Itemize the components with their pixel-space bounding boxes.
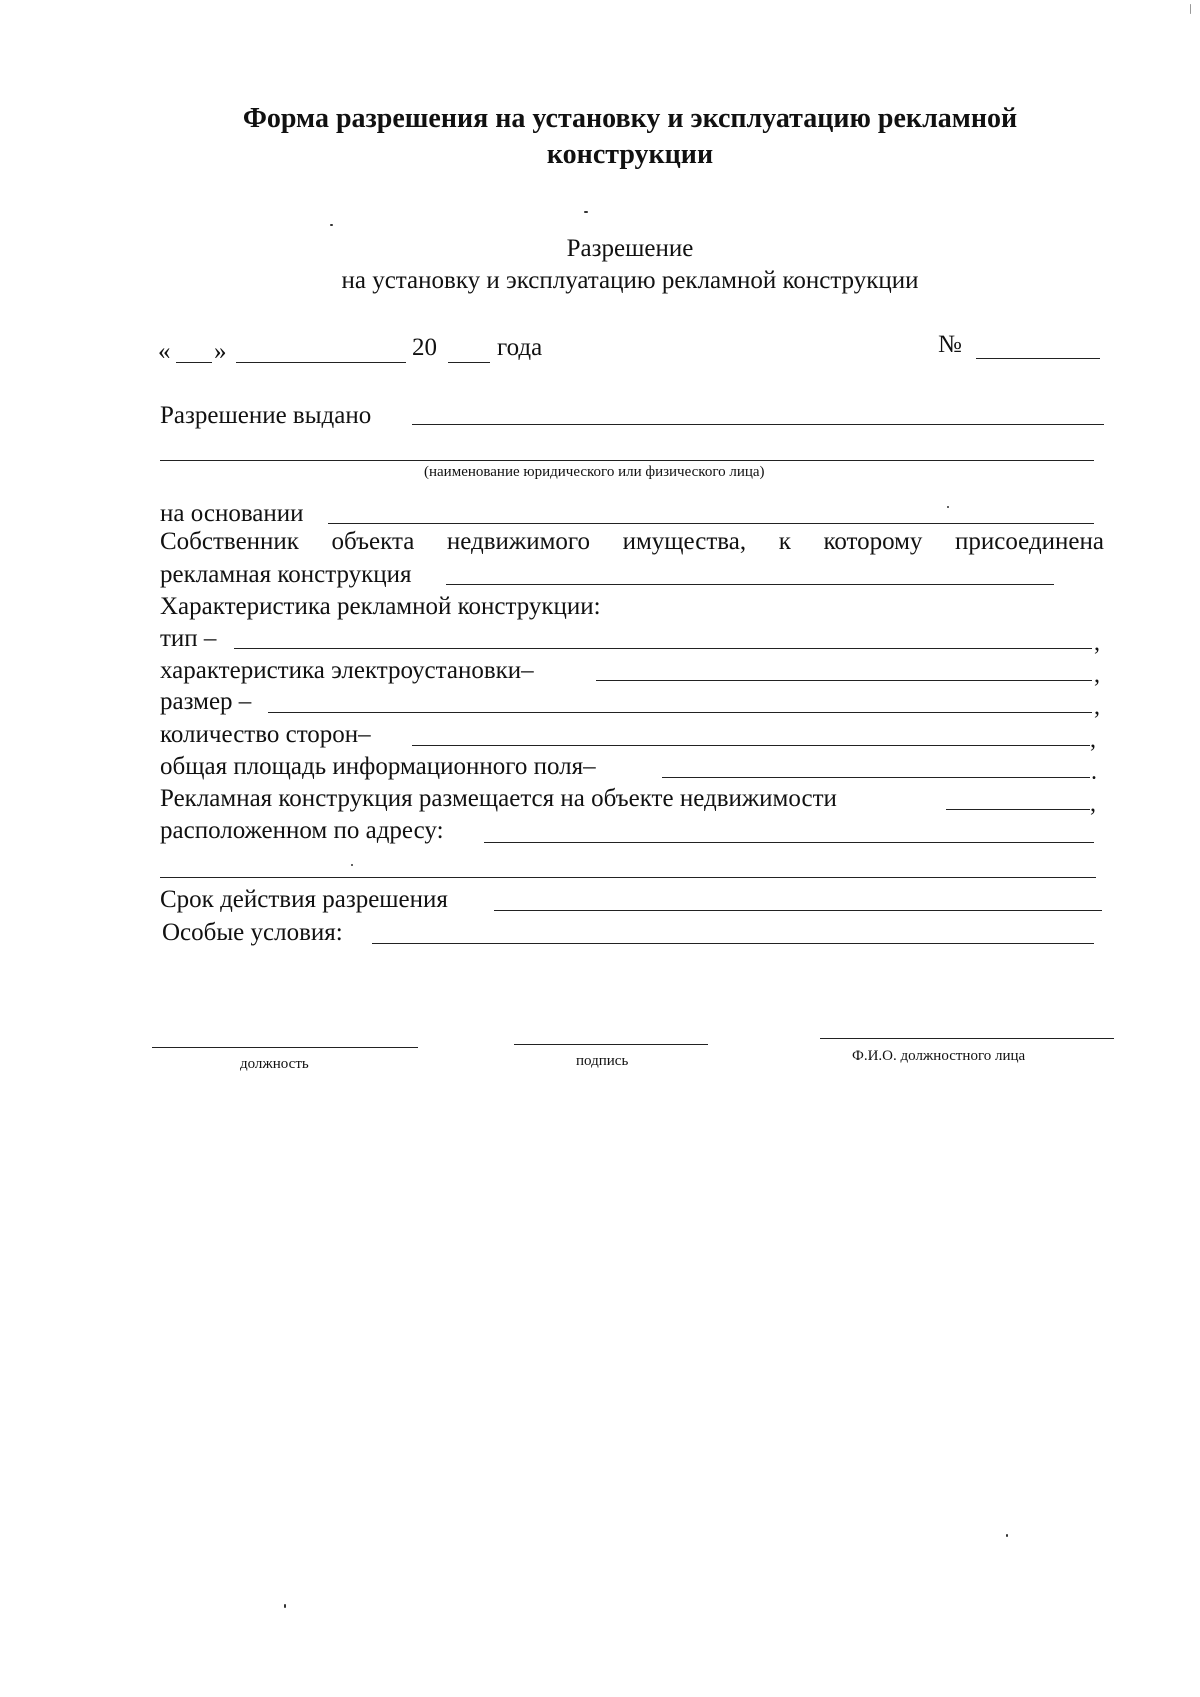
scan-speck [1190, 4, 1191, 14]
permit-subheading: на установку и эксплуатацию рекламной конструкции [341, 267, 919, 294]
special-conditions-blank-line[interactable] [372, 943, 1094, 944]
scan-speck [284, 1604, 286, 1608]
owner-word: присоединена [955, 528, 1104, 555]
basis-label: на основании [160, 500, 304, 527]
validity-blank-line[interactable] [494, 910, 1102, 911]
type-blank-line[interactable] [234, 648, 1092, 649]
address-blank-line[interactable] [484, 842, 1094, 843]
scan-speck [351, 864, 353, 866]
day-blank-line[interactable] [176, 362, 212, 363]
permit-heading: Разрешение [566, 235, 694, 262]
position-signature-line[interactable] [152, 1047, 418, 1048]
century-label: 20 [412, 334, 437, 361]
scan-speck [330, 224, 333, 226]
sides-blank-line[interactable] [412, 745, 1090, 746]
address-second-blank-line[interactable] [160, 877, 1096, 878]
owner-word: объекта [331, 528, 415, 555]
signature-line[interactable] [514, 1044, 708, 1045]
permit-number-blank-line[interactable] [976, 358, 1100, 359]
placed-on-comma: , [1090, 791, 1096, 817]
basis-blank-line[interactable] [328, 523, 1094, 524]
electrical-label: характеристика электроустановки– [160, 657, 534, 684]
sides-comma: , [1090, 727, 1096, 753]
issued-to-second-blank-line[interactable] [160, 460, 1094, 461]
year-blank-line[interactable] [448, 362, 490, 363]
owner-word: к [778, 528, 791, 555]
official-name-caption: Ф.И.О. должностного лица [852, 1048, 1026, 1064]
number-sign: № [938, 331, 962, 358]
size-blank-line[interactable] [268, 712, 1092, 713]
special-conditions-label: Особые условия: [162, 919, 343, 946]
area-label: общая площадь информационного поля– [160, 753, 596, 780]
size-comma: , [1094, 694, 1100, 720]
area-period: . [1091, 759, 1097, 785]
area-blank-line[interactable] [662, 777, 1090, 778]
owner-word: которому [823, 528, 923, 555]
date-open-quote: « [158, 338, 171, 365]
form-title-line-2: конструкции [546, 139, 714, 170]
month-blank-line[interactable] [236, 362, 406, 363]
official-name-signature-line[interactable] [820, 1038, 1114, 1039]
owner-word: недвижимого [446, 528, 591, 555]
owner-word: Собственник [160, 528, 299, 555]
owner-label-line-2: рекламная конструкция [160, 561, 412, 588]
scan-speck [947, 506, 949, 508]
owner-word: имущества, [622, 528, 747, 555]
type-label: тип – [160, 625, 217, 652]
issued-to-caption: (наименование юридического или физического лица) [424, 464, 765, 480]
owner-label-line-1 [160, 527, 1104, 557]
position-caption: должность [240, 1056, 309, 1072]
signature-caption: подпись [576, 1053, 629, 1069]
address-label: расположенном по адресу: [160, 817, 444, 844]
owner-blank-line[interactable] [446, 584, 1054, 585]
electrical-comma: , [1094, 662, 1100, 688]
form-title-line-1: Форма разрешения на установку и эксплуатацию рекламной [242, 103, 1018, 134]
type-comma: , [1094, 630, 1100, 656]
sides-label: количество сторон– [160, 721, 371, 748]
issued-to-label: Разрешение выдано [160, 402, 372, 429]
size-label: размер – [160, 688, 252, 715]
scan-speck [584, 211, 588, 213]
date-close-quote: » [214, 338, 227, 365]
characteristics-heading: Характеристика рекламной конструкции: [160, 593, 601, 620]
year-word: года [497, 334, 543, 361]
placed-on-label: Рекламная конструкция размещается на объекте недвижимости [160, 785, 837, 812]
scan-speck [1006, 1534, 1008, 1537]
validity-label: Срок действия разрешения [160, 886, 448, 913]
placed-on-blank-line[interactable] [946, 809, 1090, 810]
electrical-blank-line[interactable] [596, 680, 1092, 681]
issued-to-blank-line[interactable] [412, 424, 1104, 425]
